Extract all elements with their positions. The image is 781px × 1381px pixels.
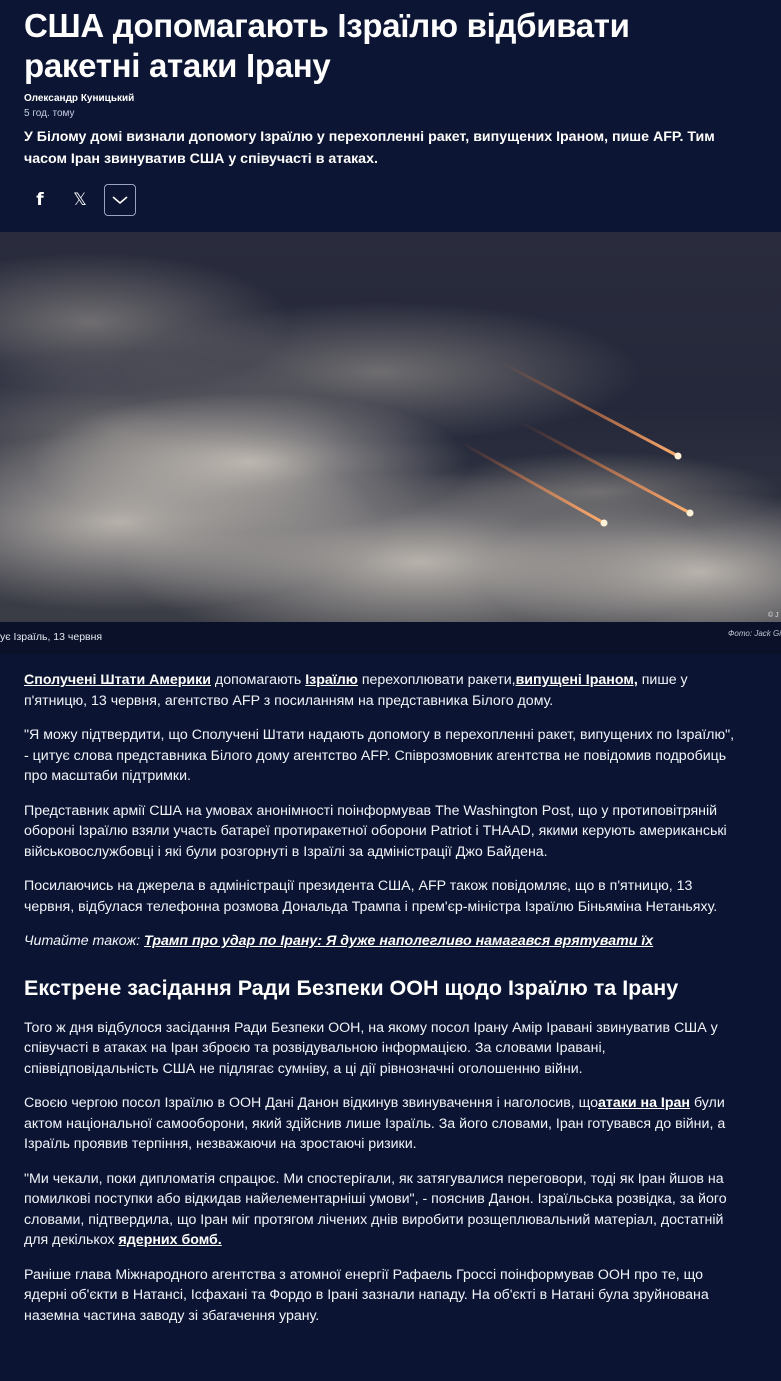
read-also: Читайте також: Трамп про удар по Ірану: Я дуже наполегливо намагався врятувати їх bbox=[24, 933, 654, 949]
x-icon: 𝕏 bbox=[73, 190, 87, 210]
publish-time: 5 год. тому bbox=[24, 108, 75, 119]
link-usa[interactable]: Сполучені Штати Америки bbox=[24, 672, 211, 688]
missile-photo-illustration bbox=[0, 232, 781, 622]
article-photo bbox=[0, 232, 781, 622]
paragraph-6: Своєю чергою посол Ізраїлю в ООН Дані Данон відкинув звинувачення і наголосив, щоатаки на Іран були актом національної самооборони, який здійснив лише Ізраїль. За його словами, Іран готувався до війни, а Ізраїль проявив терпіння, незважаючи на зростаючі ризики. bbox=[24, 1095, 726, 1152]
paragraph-5: Того ж дня відбулося засідання Ради Безпеки ООН, на якому посол Ірану Амір Іравані звинуватив США у співучасті в атаках на Іран зброєю та розвідувальною інформацією. За словами Іравані, співвідповідальність США не підлягає сумніву, а ці дії рівнозначні оголошенню війни. bbox=[24, 1019, 718, 1077]
read-also-link[interactable]: Трамп про удар по Ірану: Я дуже наполегливо намагався врятувати їх bbox=[144, 933, 654, 949]
facebook-share-button[interactable] bbox=[24, 184, 56, 216]
photo-credit: Фото: Jack Gi bbox=[728, 629, 781, 638]
author-name[interactable]: Олександр Куницький bbox=[24, 93, 135, 104]
article-title: США допомагають Ізраїлю відбивати ракетні атаки Ірану bbox=[24, 7, 630, 84]
chevron-down-icon bbox=[112, 195, 128, 205]
paragraph-3: Представник армії США на умовах анонімності поінформував The Washington Post, що у протиповітряній обороні Ізраїлю взяли участь батареї протиракетної оборони Patriot і THAAD, якими керують американські військовослужбовці і які були розгорнуті в Ізраїлі за адміністрації Джо Байдена. bbox=[24, 802, 727, 860]
paragraph-4: Посилаючись на джерела в адміністрації президента США, AFP також повідомляє, що в п'ятницю, 13 червня, відбулася телефонна розмова Дональда Трампа і прем'єр-міністра Ізраїлю Біньяміна Нетаньяху. bbox=[24, 878, 718, 915]
article-body bbox=[24, 670, 739, 1340]
paragraph-7: "Ми чекали, поки дипломатія спрацює. Ми спостерігали, як затягувалися переговори, тоді як Іран йшов на помилкові поступки або відкидав найелементарніші умови", - пояснив Данон. Ізраїльська розвідка, за його словами, підтвердила, що Іран міг протягом лічених днів виробити розщеплювальний матеріал, достатній для декількох ядерних бомб. bbox=[24, 1170, 727, 1248]
link-nuclear-bombs[interactable]: ядерних бомб. bbox=[118, 1232, 222, 1248]
link-attacks-on-iran[interactable]: атаки на Іран bbox=[598, 1095, 690, 1111]
photo-caption: ує Ізраїль, 13 червня bbox=[0, 631, 103, 643]
article-lead: У Білому домі визнали допомогу Ізраїлю у перехопленні ракет, випущених Іраном, пише AFP. Тим часом Іран звинуватив США у співучасті в атаках. bbox=[24, 129, 715, 167]
paragraph-2: "Я можу підтвердити, що Сполучені Штати надають допомогу в перехопленні ракет, випущених по Ізраїлю", - цитує слова представника Білого дому агентство AFP. Співрозмовник агентства не повідомив подробиць про масштаби підтримки. bbox=[24, 727, 735, 784]
link-israel[interactable]: Ізраїлю bbox=[305, 672, 358, 688]
article-header bbox=[0, 0, 781, 232]
link-iran-missiles[interactable]: випущені Іраном, bbox=[515, 672, 638, 688]
facebook-icon: f bbox=[36, 190, 44, 210]
paragraph-8: Раніше глава Міжнародного агентства з атомної енергії Рафаель Гроссі поінформував ООН про те, що ядерні об'єкти в Натансі, Ісфахані та Фордо в Ірані зазнали нападу. На об'єкті в Натані була зруйнована наземна частина заводу зі збагачення урану. bbox=[24, 1266, 709, 1324]
x-share-button[interactable] bbox=[64, 184, 96, 216]
photo-watermark: © J bbox=[768, 612, 779, 619]
photo-caption-bar bbox=[0, 622, 781, 654]
section-heading: Екстрене засідання Ради Безпеки ООН щодо Ізраїлю та Ірану bbox=[24, 975, 679, 1000]
more-share-button[interactable] bbox=[104, 184, 136, 216]
paragraph-1: Сполучені Штати Америки допомагають Ізраїлю перехоплювати ракети,випущені Іраном, пише у п'ятницю, 13 червня, агентство AFP з посиланням на представника Білого дому. bbox=[24, 672, 688, 709]
